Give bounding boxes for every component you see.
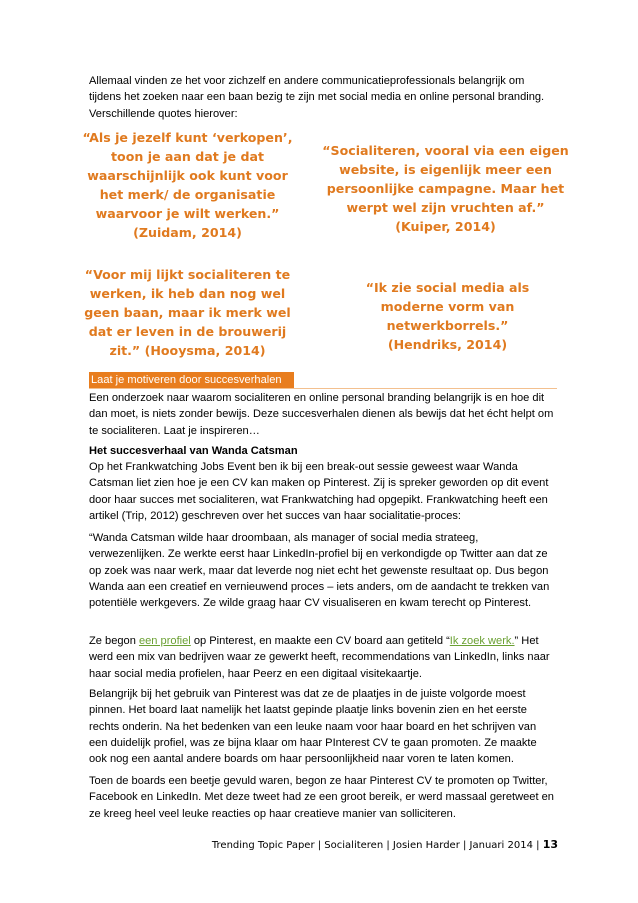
story-paragraph-3 <box>89 633 557 682</box>
quote-line: waarvoor je wilt werken.” <box>95 206 280 221</box>
story-subheading: Het succesverhaal van Wanda Catsman <box>89 445 298 457</box>
quote-hooysma <box>80 265 295 360</box>
quote-line: netwerkborrels.” <box>386 318 509 333</box>
story-paragraph-1: Op het Frankwatching Jobs Event ben ik bij een break-out sessie geweest waar Wanda Catsman liet zien hoe je een CV kan maken op Pinterest. Zij is spreker geworden op dit event door haar succes met socialiteren, wat Frankwatching had opgepikt. Frankwatching heeft een artikel (Trip, 2012) geschreven over het succes van haar socialitatie-proces: <box>89 461 549 522</box>
quote-line: “Socialiteren, vooral via een eigen <box>322 143 569 158</box>
cv-board-link[interactable]: Ik zoek werk. <box>449 635 515 647</box>
quote-line: het merk/ de organisatie <box>99 187 276 202</box>
section-heading <box>89 372 294 388</box>
section-intro-paragraph: Een onderzoek naar waarom socialiteren en online personal branding belangrijk is en hoe dit dan moet, is niets zonder bewijs. Deze succesverhalen dienen als bewijs dat het écht helpt om te socialiteren. Laat je inspireren… <box>89 392 554 437</box>
quote-line: “Voor mij lijkt socialiteren te <box>84 267 291 282</box>
quote-line: persoonlijke campagne. Maar het <box>326 181 565 196</box>
quote-line: dat er leven in de brouwerij <box>88 324 287 339</box>
quote-zuidam <box>80 128 295 242</box>
quote-kuiper <box>318 141 573 236</box>
quote-line: toon je aan dat je dat <box>111 149 264 164</box>
quote-citation: (Hendriks, 2014) <box>387 337 508 352</box>
section-heading-label: Laat je motiveren door succesverhalen <box>91 374 282 386</box>
quote-line: geen baan, maar ik merk wel <box>84 305 291 320</box>
text-run: ” Het werd een mix van bedrijven waar ze gewerkt heeft, recommendations van LinkedIn, links naar haar social media profielen, haar Peerz en een digitaal visitekaartje. <box>89 635 550 680</box>
quote-citation: (Zuidam, 2014) <box>133 225 242 240</box>
story-paragraph-4: Belangrijk bij het gebruik van Pinterest was dat ze de plaatjes in de juiste volgorde moest pinnen. Het board laat namelijk het laatst gepinde plaatje links bovenin zien en het eerste rechts onderin. Na het bedenken van een leuke naam voor haar board en het schrijven van een duidelijk profiel, was ze bijna klaar om haar PInterest CV te gaan promoten. Ze maakte ook nog een aantal andere boards om haar persoonlijkheid naar voren te laten komen. <box>89 688 537 766</box>
quote-line: waarschijnlijk ook kunt voor <box>87 168 288 183</box>
footer-text: Trending Topic Paper | Socialiteren | Josien Harder | Januari 2014 | <box>211 840 543 851</box>
profile-link[interactable]: een profiel <box>138 635 191 647</box>
quote-hendriks <box>330 278 565 354</box>
page-footer <box>0 838 558 853</box>
section-divider <box>89 388 557 389</box>
text-run: Ze begon <box>89 635 139 647</box>
quote-line: werken, ik heb dan nog wel <box>89 286 286 301</box>
quote-line: website, is eigenlijk meer een <box>339 162 552 177</box>
quote-line: “Als je jezelf kunt ‘verkopen’, <box>82 130 293 145</box>
story-quote-paragraph: “Wanda Catsman wilde haar droombaan, als manager of social media strateeg, verwezenlijken. Ze werkte eerst haar LinkedIn-profiel bij en verkondigde op Twitter aan dat ze op zoek was naar werk, maar dat leverde nog niet echt het gewenste resultaat op. Dus begon Wanda aan een creatief en vernieuwend proces – iets anders, om de aandacht te trekken van potentiële werkgevers. Ze wilde graag haar CV visualiseren en kwam terecht op Pinterest. <box>89 532 550 610</box>
text-run: op Pinterest, en maakte een CV board aan getiteld “ <box>190 635 450 647</box>
quote-line: “Ik zie social media als <box>365 280 530 295</box>
quote-citation: zit.” (Hooysma, 2014) <box>109 343 266 358</box>
quote-citation: (Kuiper, 2014) <box>395 219 496 234</box>
page-number: 13 <box>542 838 558 851</box>
intro-paragraph: Allemaal vinden ze het voor zichzelf en andere communicatieprofessionals belangrijk om tijdens het zoeken naar een baan bezig te zijn met social media en online personal branding. Verschillende quotes hierover: <box>89 75 545 120</box>
quote-line: moderne vorm van <box>380 299 515 314</box>
story-paragraph-5: Toen de boards een beetje gevuld waren, begon ze haar Pinterest CV te promoten op Twitter, Facebook en LinkedIn. Met deze tweet had ze een groot bereik, er werd massaal geretweet en ze kreeg heel veel leuke reacties op haar creatieve manier van solliciteren. <box>89 775 554 820</box>
quote-line: werpt wel zijn vruchten af.” <box>346 200 545 215</box>
